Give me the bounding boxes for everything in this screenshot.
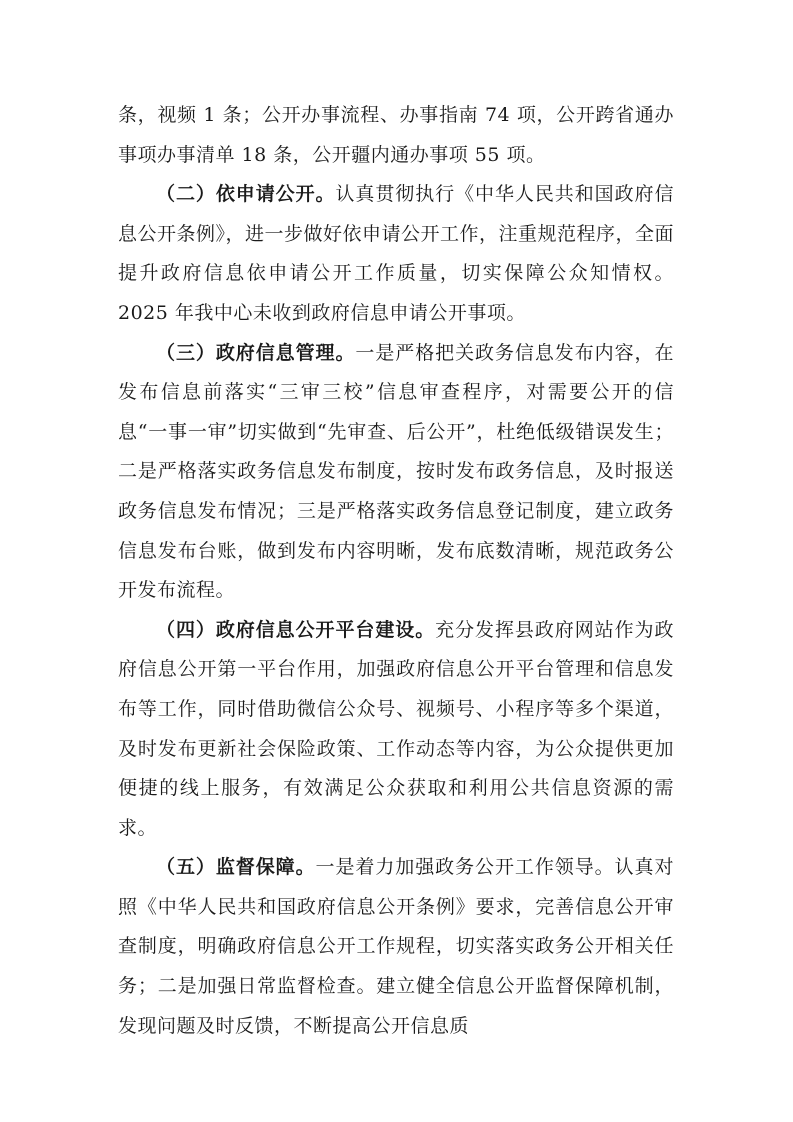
document-body: [118, 96, 674, 1046]
paragraph-text: 充分发挥县政府网站作为政府信息公开第一平台作用，加强政府信息公开平台管理和信息发布等工作，同时借助微信公众号、视频号、小程序等多个渠道，及时发布更新社会保险政策、工作动态等内容，为公众提供更加便捷的线上服务，有效满足公众获取和利用公共信息资源的需求。: [118, 618, 674, 839]
paragraph-supervision: [118, 848, 674, 1046]
section-heading: （四）政府信息公开平台建设。: [156, 618, 436, 641]
section-heading: （五）监督保障。: [156, 856, 316, 879]
paragraph-text: 一是严格把关政务信息发布内容，在发布信息前落实“三审三校”信息审查程序，对需要公开的信息“一事一审”切实做到“先审查、后公开”，杜绝低级错误发生；二是严格落实政务信息发布制度，按时发布政务信息，及时报送政务信息发布情况；三是严格落实政务信息登记制度，建立政务信息发布台账，做到发布内容明晰，发布底数清晰，规范政务公开发布流程。: [118, 341, 674, 602]
paragraph-platform-construction: [118, 611, 674, 849]
section-heading: （三）政府信息管理。: [156, 341, 356, 364]
paragraph-text: 一是着力加强政务公开工作领导。认真对照《中华人民共和国政府信息公开条例》要求，完善信息公开审查制度，明确政府信息公开工作规程，切实落实政务公开相关任务；二是加强日常监督检查。建立健全信息公开监督保障机制，发现问题及时反馈，不断提高公开信息质: [118, 856, 674, 1037]
paragraph-apply-disclosure: [118, 175, 674, 333]
paragraph-text: 认真贯彻执行《中华人民共和国政府信息公开条例》，进一步做好依申请公开工作，注重规范程序，全面提升政府信息依申请公开工作质量，切实保障公众知情权。2025 年我中心未收到政府信息申请公开事项。: [118, 183, 675, 324]
paragraph-text: 条，视频 1 条；公开办事流程、办事指南 74 项，公开跨省通办事项办事清单 18 条，公开疆内通办事项 55 项。: [118, 104, 674, 166]
paragraph-continuation: [118, 96, 674, 175]
paragraph-info-management: [118, 334, 674, 611]
section-heading: （二）依申请公开。: [156, 183, 336, 206]
